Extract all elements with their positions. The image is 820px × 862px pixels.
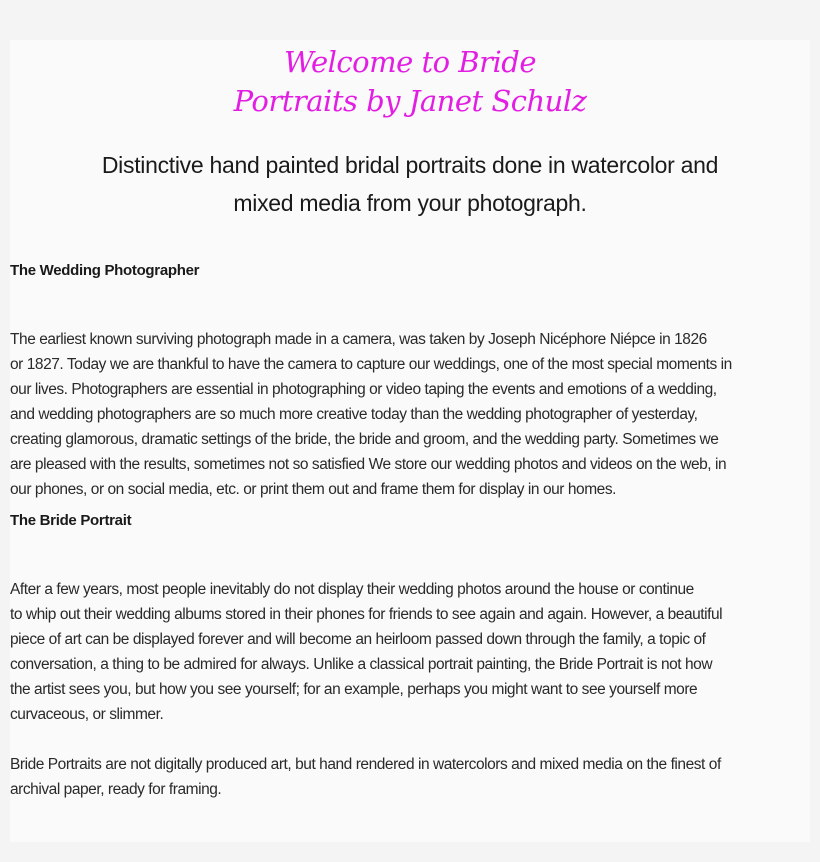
text-line: archival paper, ready for framing. [10,781,222,798]
text-line: are pleased with the results, sometimes not so satisfied We store our wedding photos and videos on the web, in [10,456,727,473]
text-line: our phones, or on social media, etc. or print them out and frame them for display in our homes. [10,481,616,498]
tagline-line-1: Distinctive hand painted bridal portraits done in watercolor and [101,152,719,178]
paragraph-bride-portraits-medium [10,734,810,820]
section-heading-bride-portrait: The Bride Portrait [10,512,132,529]
text-line: Bride Portraits are not digitally produced art, but hand rendered in watercolors and mixed media on the finest of [10,756,721,773]
site-title-line-1: Welcome to Bride [284,45,536,79]
text-line: The earliest known surviving photograph made in a camera, was taken by Joseph Nicéphore Niépce in 1826 [10,331,707,348]
text-line: piece of art can be displayed forever and will become an heirloom passed down through the family, a topic of [10,631,706,648]
text-line: conversation, a thing to be admired for always. Unlike a classical portrait painting, the Bride Portrait is not how [10,656,713,673]
text-line: and wedding photographers are so much more creative today than the wedding photographer of yesterday, [10,406,698,423]
tagline-line-2: mixed media from your photograph. [233,190,587,216]
paragraph-bride-portrait [10,559,810,745]
section-heading-wedding-photographer: The Wedding Photographer [10,262,200,279]
text-line: to whip out their wedding albums stored in their phones for friends to see again and again. However, a beautiful [10,606,723,623]
text-line: curvaceous, or slimmer. [10,706,164,723]
text-line: the artist sees you, but how you see yourself; for an example, perhaps you might want to see yourself more [10,681,698,698]
paragraph-wedding-photographer [10,309,810,520]
text-line: creating glamorous, dramatic settings of the bride, the bride and groom, and the wedding party. Sometimes we [10,431,719,448]
text-line: After a few years, most people inevitably do not display their wedding photos around the house or continue [10,581,694,598]
text-line: or 1827. Today we are thankful to have the camera to capture our weddings, one of the most special moments in [10,356,732,373]
site-title-line-2: Portraits by Janet Schulz [233,84,587,118]
text-line: our lives. Photographers are essential in photographing or video taping the events and emotions of a wedding, [10,381,717,398]
